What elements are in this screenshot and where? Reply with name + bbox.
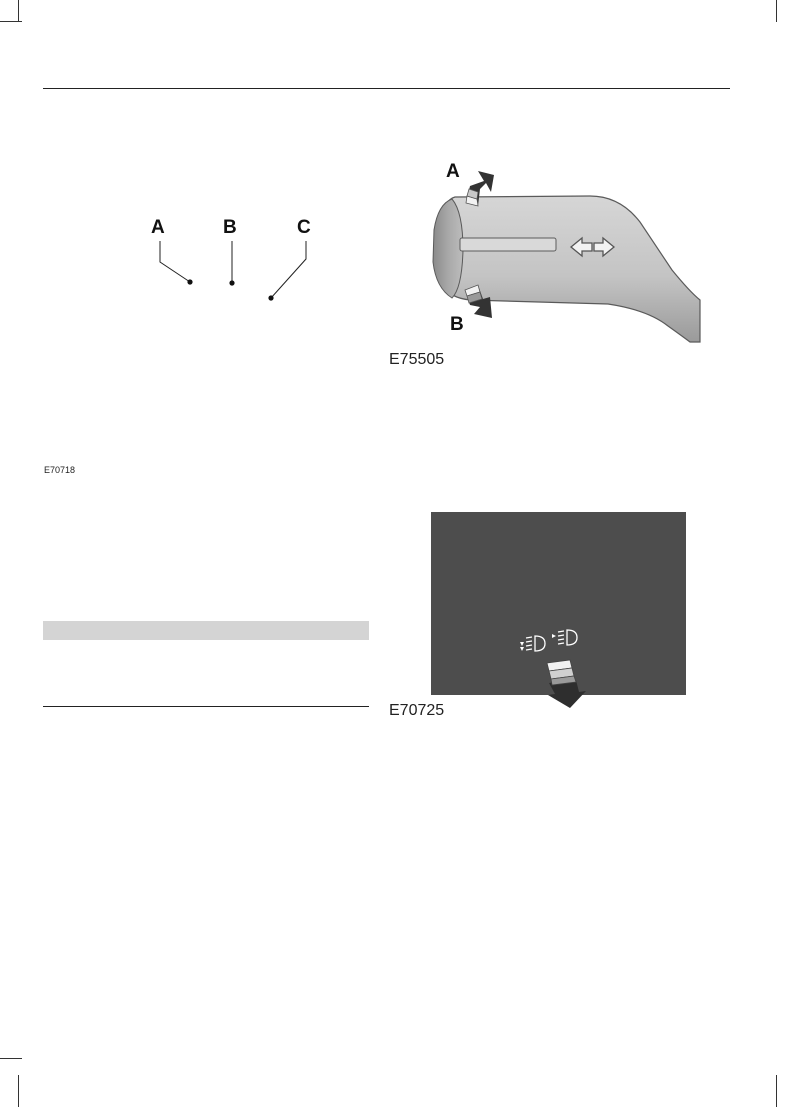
- pull-down-arrow: [547, 660, 586, 708]
- figure-code: E75505: [389, 351, 445, 368]
- arrow-label-b: B: [450, 314, 464, 335]
- arrow-label-a: A: [446, 161, 460, 182]
- callout-label-c: C: [297, 217, 311, 238]
- figure-code: E70725: [389, 702, 445, 719]
- callout-label-b: B: [223, 217, 237, 238]
- figure-code: E70718: [44, 465, 76, 475]
- callout-label-a: A: [151, 217, 165, 238]
- high-beam-icon: [552, 630, 577, 645]
- low-beam-icon: [520, 636, 545, 651]
